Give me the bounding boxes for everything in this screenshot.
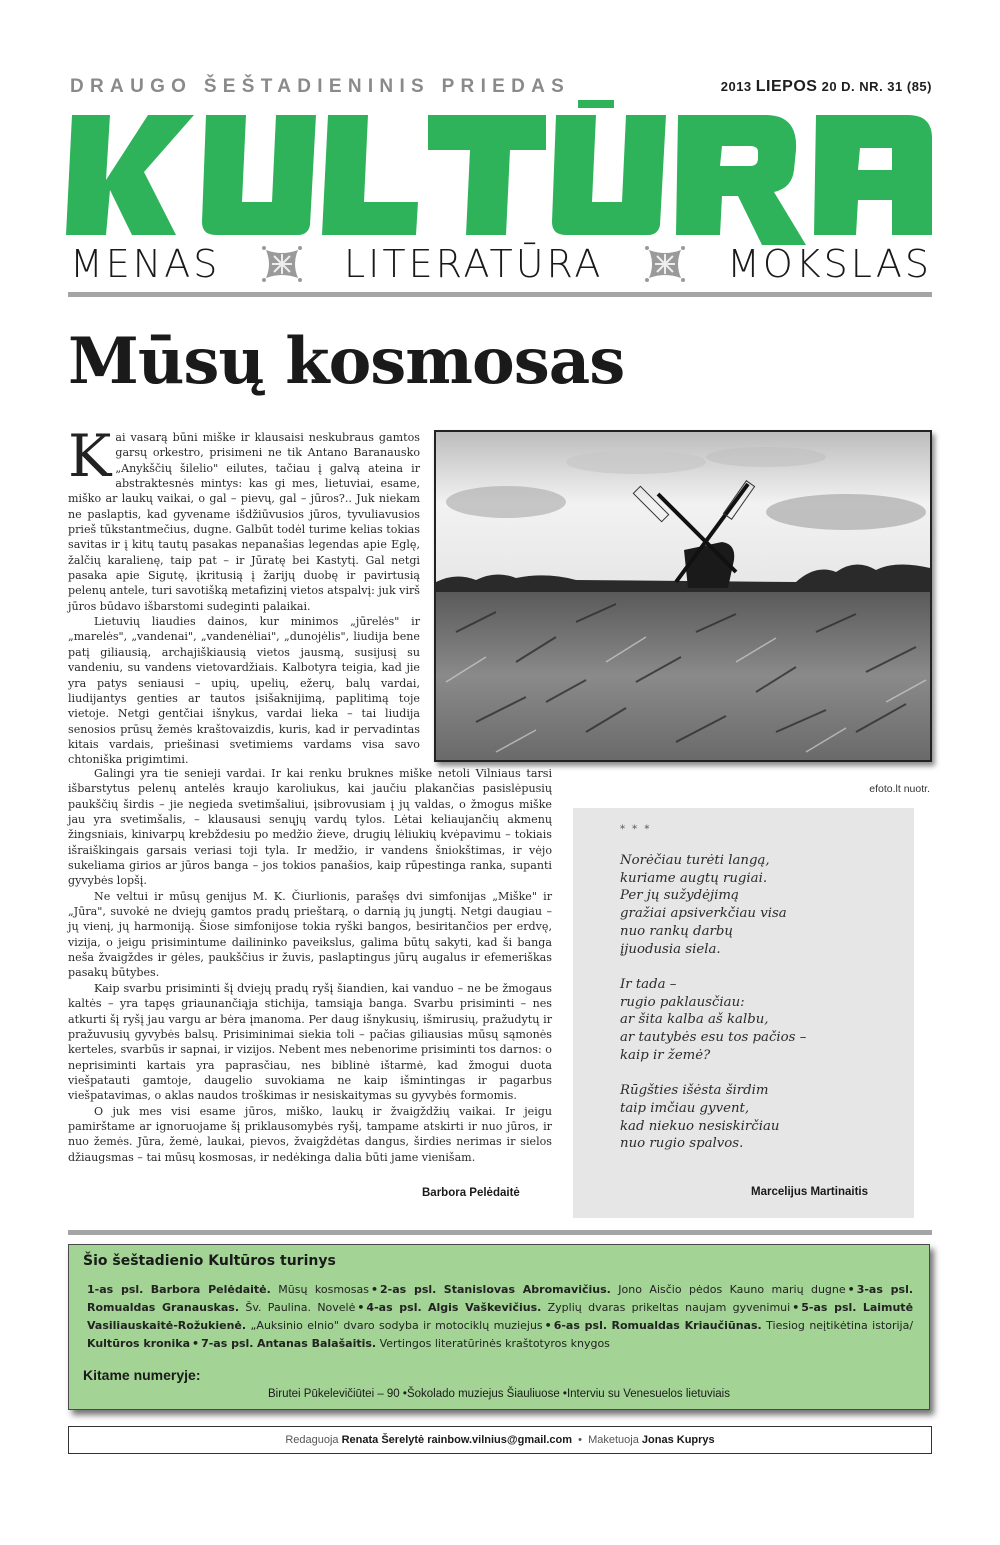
supplement-title: DRAUGO ŠEŠTADIENINIS PRIEDAS — [70, 76, 571, 97]
footer-credits: Redaguoja Renata Šerelytė rainbow.vilnius@gmail.com • Maketuoja Jonas Kuprys — [68, 1426, 932, 1454]
issue-day: 20 D. — [821, 79, 856, 94]
contents-entry[interactable]: 6-as psl. Romualdas Kriaučiūnas. Tiesiog neįtikėtina istorija/ Kultūros kronika — [87, 1319, 914, 1350]
article-paragraph: Kai vasarą būni miške ir klausaisi neskubraus gamtos garsų orkestro, prisimeni ne tik Antano Baranausko „Anykščių šilelio" eilutes, tačiau į galvą ateina ir abstraktesnės mintys: kas gi mes, lietuviai, esame, miško ar laukų vaikai, o gal – pievų, gal – jūros?.. Juk niekam ne paslaptis, kad gyvename išdžiūvusios jūros, tyvuliavusios prieš tūkstantmečius, dugne. Galbūt todėl turime kelias tokias savitas ir į kitų tautų pasakas nepanašias legendas apie Eglę, žalčių karalienę, taip pat – ir Jūratę bei Kastytį. Gal netgi pasaka apie Sigutę, įkritusią į žarijų duobę ir pavirtusią pelenų antele, turi savotišką metafizinį vietos atspalvį: juk virš jūros būdavo išbarstomi sudeginti palaikai. — [68, 422, 420, 613]
next-item: Šokolado muziejus Šiauliuose — [406, 1388, 560, 1400]
issue-month: LIEPOS — [755, 78, 818, 95]
issue-number: NR. 31 (85) — [859, 79, 932, 94]
next-issue-list: Birutei Pūkelevičiūtei – 90 •Šokolado muziejus Šiauliuose •Interviu su Venesuelos lietuviais — [268, 1388, 730, 1400]
section-literatura: LITERATŪRA — [344, 242, 604, 286]
top-line — [70, 76, 932, 98]
contents-entry[interactable]: 4-as psl. Algis Vaškevičius. Zyplių dvaras prikeltas naujam gyvenimui — [366, 1301, 791, 1314]
poem-text — [620, 852, 806, 1171]
ornament-icon — [260, 244, 304, 284]
article-paragraph: Kaip svarbu prisiminti šį dviejų pradų ryšį šiandien, kai vanduo – ne be žmogaus kaltės – yra tapęs griaunančiąja stichija, tamsiąja banga. Svarbu prisiminti – nes atkurti šį ryšį jau vargu ar bėra įmanoma. Per daug išnykusių, išmirusių, pražudytų ir pražuvusių gyvybės balsų. Prisiminimai siekia toli – pačias giliausias mūsų sąmonės kerteles, svarbūs ir sapnai, ir vizijos. Nebent mes nebenorime prisiminti tos darnos: o neprisiminti kartais yra paprasčiau, nes biblinė ištarmė, kad žmogui duota viešpatauti gamtoje, daugelio suvokiama ne kaip išmintingas ir pagarbus viešpatavimas, o aklas naudos troškimas ir nesiskaitymas su gyvybės formomis. — [68, 981, 552, 1103]
contents-entry[interactable]: 2-as psl. Stanislovas Abromavičius. Jono Aisčio pėdos Kauno marių dugne — [380, 1283, 846, 1296]
ornament-icon — [643, 244, 687, 284]
contents-entry[interactable]: 5-as psl. Laimutė Vasiliauskaitė-Rožukienė. „Auksinio elnio" dvaro sodyba ir motociklų muziejus — [87, 1301, 914, 1332]
next-issue-title: Kitame numeryje: — [83, 1367, 201, 1383]
article-title: Mūsų kosmosas — [68, 324, 625, 399]
contents-entry[interactable]: 7-as psl. Antanas Balašaitis. Vertingos literatūrinės kraštotyros knygos — [201, 1337, 610, 1350]
article-paragraph: O juk mes visi esame jūros, miško, laukų ir žvaigždžių vaikai. Ir jeigu pamirštame ar ignoruojame šį priklausomybės ryšį, tampame atskirti ir nuo jūros, ir nuo žemės. Jūra, žemė, laukai, pievos, žvaigždėtas dangus, širdies nerimas ir sielos džiaugsmas – tai mūsų kosmosas, ir nedėkinga dalia būti jame vienišam. — [68, 1104, 552, 1164]
article-paragraph: Galingi yra tie senieji vardai. Ir kai renku bruknes miške netoli Vilniaus tarsi išbarstytus pelenų antelės kraujo karoliukus, kai jaučiu plakančias pasislėpusių paukščių širdis – jie negieda svetimšaliui, įsibrovusiam į jų valdas, o žmogus miške jau yra svetimšalis, – klausausi senųjų vardų tylos. Lėtai keliaujančių akmenų žingsniais, kinivarpų krebždesiu po medžio žieve, drugių lėliukių kvėpavimu – tokiais išraiškingais garsais veriasi toji tyla. Ir medžio, ir vandens šniokštimas, ir vėjo sukeliama girios ar jūros banga – jos tokios panašios, kaip rūpestinga ranka, supanti gyvybės lopšį. — [68, 767, 552, 888]
masthead-logo — [66, 100, 936, 245]
poem-stanza: Norėčiau turėti langą, kuriame augtų rugiai. Per jų sužydėjimą gražiai apsiverkčiau visa nuo rankų darbų įjuodusia siela. — [620, 853, 787, 957]
contents-title: Šio šeštadienio Kultūros turinys — [83, 1253, 336, 1269]
contents-box — [68, 1244, 930, 1410]
issue-year: 2013 — [720, 79, 752, 94]
poem-stanza: Rūgšties išėsta širdim taip imčiau gyvent, kad niekuo nesiskirčiau nuo rugio spalvos. — [620, 1083, 780, 1152]
issue-info — [721, 78, 932, 96]
editor-label: Redaguoja — [285, 1434, 339, 1446]
editor-email[interactable]: rainbow.vilnius@gmail.com — [427, 1434, 573, 1446]
poem-box — [573, 808, 914, 1218]
article-body-wide — [68, 766, 552, 1165]
poem-author: Marcelijus Martinaitis — [751, 1186, 868, 1198]
contents-entry[interactable]: 3-as psl. Romualdas Granauskas. Šv. Paulina. Novelė — [87, 1283, 914, 1314]
header-divider — [68, 292, 932, 297]
layout-label: Maketuoja — [588, 1434, 639, 1446]
windmill-field-image — [436, 432, 930, 760]
section-line — [70, 242, 932, 286]
kultura-logo — [66, 100, 936, 245]
contents-entry[interactable]: 1-as psl. Barbora Pelėdaitė. Mūsų kosmosas — [87, 1283, 369, 1296]
article-body-narrow — [68, 422, 420, 768]
contents-divider — [68, 1230, 932, 1235]
article-paragraph: Ne veltui ir mūsų genijus M. K. Čiurlionis, parašęs dvi simfonijas „Miške" ir „Jūra", suvokė ne dviejų gamtos pradų prieštarą, o darnią jų jungtį. Netgi daugiau – jų vienį, jų harmoniją. Šiose simfonijose tokia ryški bangos, besiritančios per erdvę, vizija, o jeigu prisimintume dailininko paveikslus, galima būtų sakyti, kad ši banga neša žvaigždes ir gėles, paukščius ir žuvis, paslaptingus jūrų augalus ir efemeriškas pasakų būtybes. — [68, 889, 552, 980]
layout-name: Jonas Kuprys — [641, 1434, 715, 1446]
drop-cap: K — [68, 422, 112, 490]
section-menas: MENAS — [70, 242, 221, 286]
poem-stanza: Ir tada – rugio paklausčiau: ar šita kalba aš kalbu, ar tautybės esu tos pačios – kaip ir žemė? — [620, 976, 807, 1063]
section-mokslas: MOKSLAS — [727, 242, 932, 286]
next-item: Interviu su Venesuelos lietuviais — [566, 1388, 730, 1400]
next-item: Birutei Pūkelevičiūtei – 90 — [268, 1388, 400, 1400]
article-paragraph: Lietuvių liaudies dainos, kur minimos „jūrelės" ir „marelės", „vandenai", „vandenėliai", „dunojėlis", liudija bene patį giliausią, archajiškiausią vietos jausmą, susijusį su vandeniu, su vandens vietovardžiais. Kalbotyra teigia, kad jie yra patys seniausi – upių, upelių, ežerų, balų vardai, liudijantys genties ar tautos įsišaknijimą, paplitimą toje vietoje. Netgi gentčiai išnykus, vardai lieka – tai liudija senosios prūsų žemės kraštovaizdis, kuris, kad ir pervadintas kitais vardais, priešinasi svetimiems vardams visa savo chtoniška prigimtimi. — [68, 615, 420, 767]
poem-stars: * * * — [620, 824, 652, 835]
editor-name: Renata Šerelytė — [341, 1434, 425, 1446]
contents-list: 1-as psl. Barbora Pelėdaitė. Mūsų kosmosas • 2-as psl. Stanislovas Abromavičius. Jono Aisčio pėdos Kauno marių dugne • 3-as psl. Romualdas Granauskas. Šv. Paulina. Novelė • 4-as psl. Algis Vaškevičius. Zyplių dvaras prikeltas naujam gyvenimui • 5-as psl. Laimutė Vasiliauskaitė-Rožukienė. „Auksinio elnio" dvaro sodyba ir motociklų muziejus • 6-as psl. Romualdas Kriaučiūnas. Tiesiog neįtikėtina istorija/ Kultūros kronika • 7-as psl. Antanas Balašaitis. Vertingos literatūrinės kraštotyros knygos — [87, 1283, 914, 1350]
article-author: Barbora Pelėdaitė — [422, 1187, 520, 1199]
windmill-photo — [434, 430, 932, 762]
photo-caption: efoto.lt nuotr. — [869, 783, 930, 795]
